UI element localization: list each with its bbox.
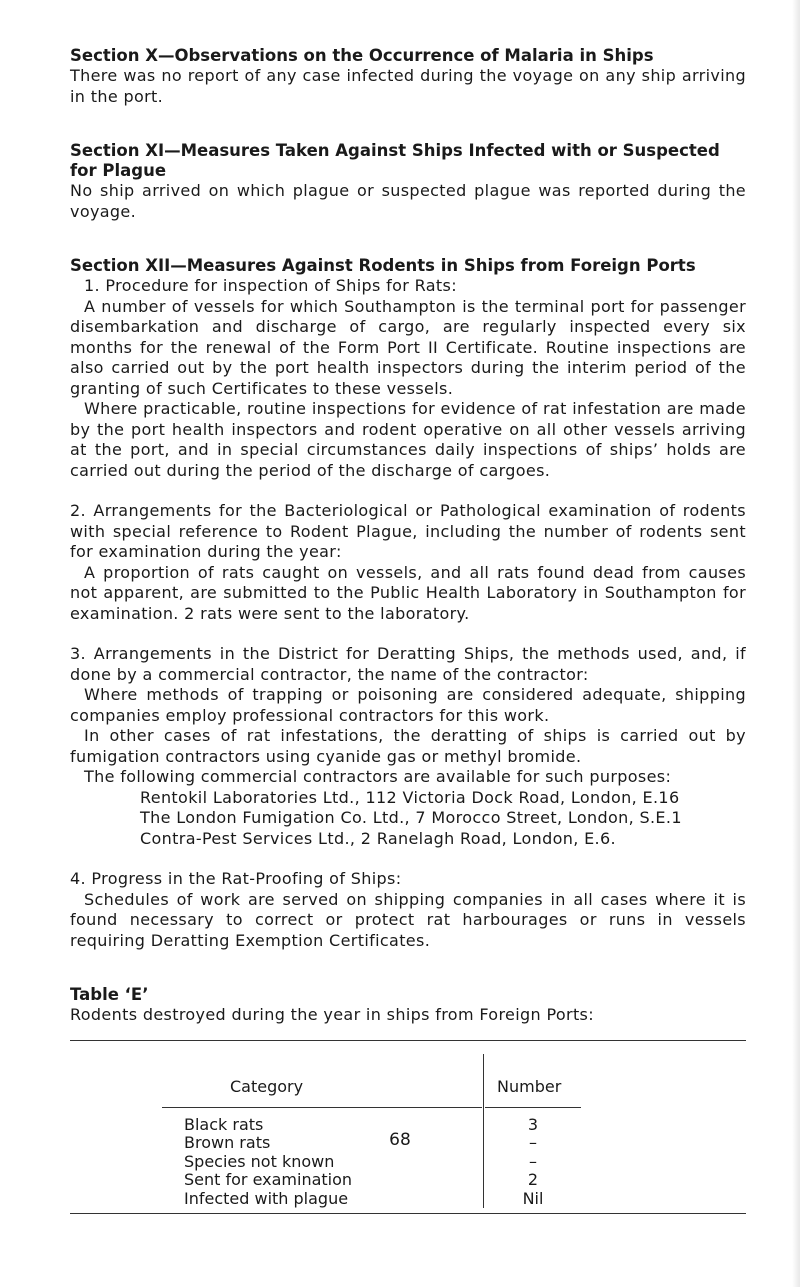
item2-title: 2. Arrangements for the Bacteriological or Pathological examination of rodents with special reference to Rodent Plague, including the number of rodents sent for examination during the year: xyxy=(70,501,746,561)
section-xi-heading: Section XI—Measures Taken Against Ships Infected with or Suspected for Plague xyxy=(70,141,720,180)
row-number: Nil xyxy=(522,1188,544,1208)
item3-title: 3. Arrangements in the District for Deratting Ships, the methods used, and, if done by a commercial contractor, the name of the contractor: xyxy=(70,644,746,684)
row-category: Sent for examination xyxy=(184,1170,353,1189)
row-number: 2 xyxy=(527,1170,539,1189)
table-body xyxy=(70,1107,746,1207)
row-category: Brown rats xyxy=(184,1133,271,1152)
contractor-item: Contra-Pest Services Ltd., 2 Ranelagh Road, London, E.6. xyxy=(140,828,616,848)
item3-paragraph-2: In other cases of rat infestations, the deratting of ships is carried out by fumigation contractors using cyanide gas or methyl bromide. xyxy=(70,726,746,766)
table-e-heading: Table ‘E’ xyxy=(70,985,149,1004)
row-category: Species not known xyxy=(184,1151,335,1171)
section-x-heading: Section X—Observations on the Occurrence of Malaria in Ships xyxy=(70,46,654,65)
header-underline-category xyxy=(162,1107,482,1108)
row-number: – xyxy=(529,1133,537,1152)
table-e-caption: Rodents destroyed during the year in ships from Foreign Ports: xyxy=(70,1005,594,1024)
rodents-table xyxy=(70,1040,746,1214)
table-row xyxy=(70,1170,746,1189)
document-page xyxy=(70,46,746,1214)
column-header-category: Category xyxy=(230,1076,304,1096)
item1-paragraph-1: A number of vessels for which Southampton is the terminal port for passenger disembarkation and discharge of cargo, are regularly inspected every six months for the renewal of the Form Port II Certificate. Routine inspections are also carried out by the port health inspectors during the interim period of the granting of such Certificates to these vessels. xyxy=(70,296,746,398)
header-underline-number xyxy=(485,1107,581,1108)
page-edge-shadow xyxy=(792,0,800,1287)
section-xii-heading: Section XII—Measures Against Rodents in Ships from Foreign Ports xyxy=(70,256,696,275)
row-category: Infected with plague xyxy=(184,1188,349,1208)
table-row xyxy=(70,1189,746,1208)
row-category: Black rats xyxy=(184,1114,264,1134)
item4-paragraph-1: Schedules of work are served on shipping companies in all cases where it is found necessary to correct or protect rat harbourages or runs in vessels requiring Deratting Exemption Certificates. xyxy=(70,889,746,950)
section-x-body: There was no report of any case infected during the voyage on any ship arriving in the port. xyxy=(70,66,746,106)
table-bottom-rule xyxy=(70,1213,746,1214)
row-number: – xyxy=(529,1151,537,1171)
item4-title: 4. Progress in the Rat-Proofing of Ships: xyxy=(70,869,402,888)
table-header xyxy=(70,1041,746,1107)
contractor-item: Rentokil Laboratories Ltd., 112 Victoria Dock Road, London, E.16 xyxy=(140,787,680,807)
item1-title: 1. Procedure for inspection of Ships for Rats: xyxy=(84,276,457,295)
contractor-item: The London Fumigation Co. Ltd., 7 Morocco Street, London, S.E.1 xyxy=(140,808,682,827)
section-xi-body: No ship arrived on which plague or suspected plague was reported during the voyage. xyxy=(70,181,746,221)
page-number: 68 xyxy=(389,1130,411,1150)
table-row xyxy=(70,1152,746,1171)
item3-paragraph-1: Where methods of trapping or poisoning are considered adequate, shipping companies employ professional contractors for this work. xyxy=(70,685,746,725)
row-number: 3 xyxy=(527,1114,539,1134)
item3-paragraph-3: The following commercial contractors are available for such purposes: xyxy=(84,767,672,786)
item1-paragraph-2: Where practicable, routine inspections for evidence of rat infestation are made by the port health inspectors and rodent operative on all other vessels arriving at the port, and in special circumstances daily inspections of ships’ holds are carried out during the period of the discharge of cargoes. xyxy=(70,399,746,480)
contractor-list xyxy=(70,788,746,850)
column-header-number: Number xyxy=(497,1076,562,1096)
item2-paragraph-1: A proportion of rats caught on vessels, and all rats found dead from causes not apparent, are submitted to the Public Health Laboratory in Southampton for examination. 2 rats were sent to the laboratory. xyxy=(70,562,746,623)
